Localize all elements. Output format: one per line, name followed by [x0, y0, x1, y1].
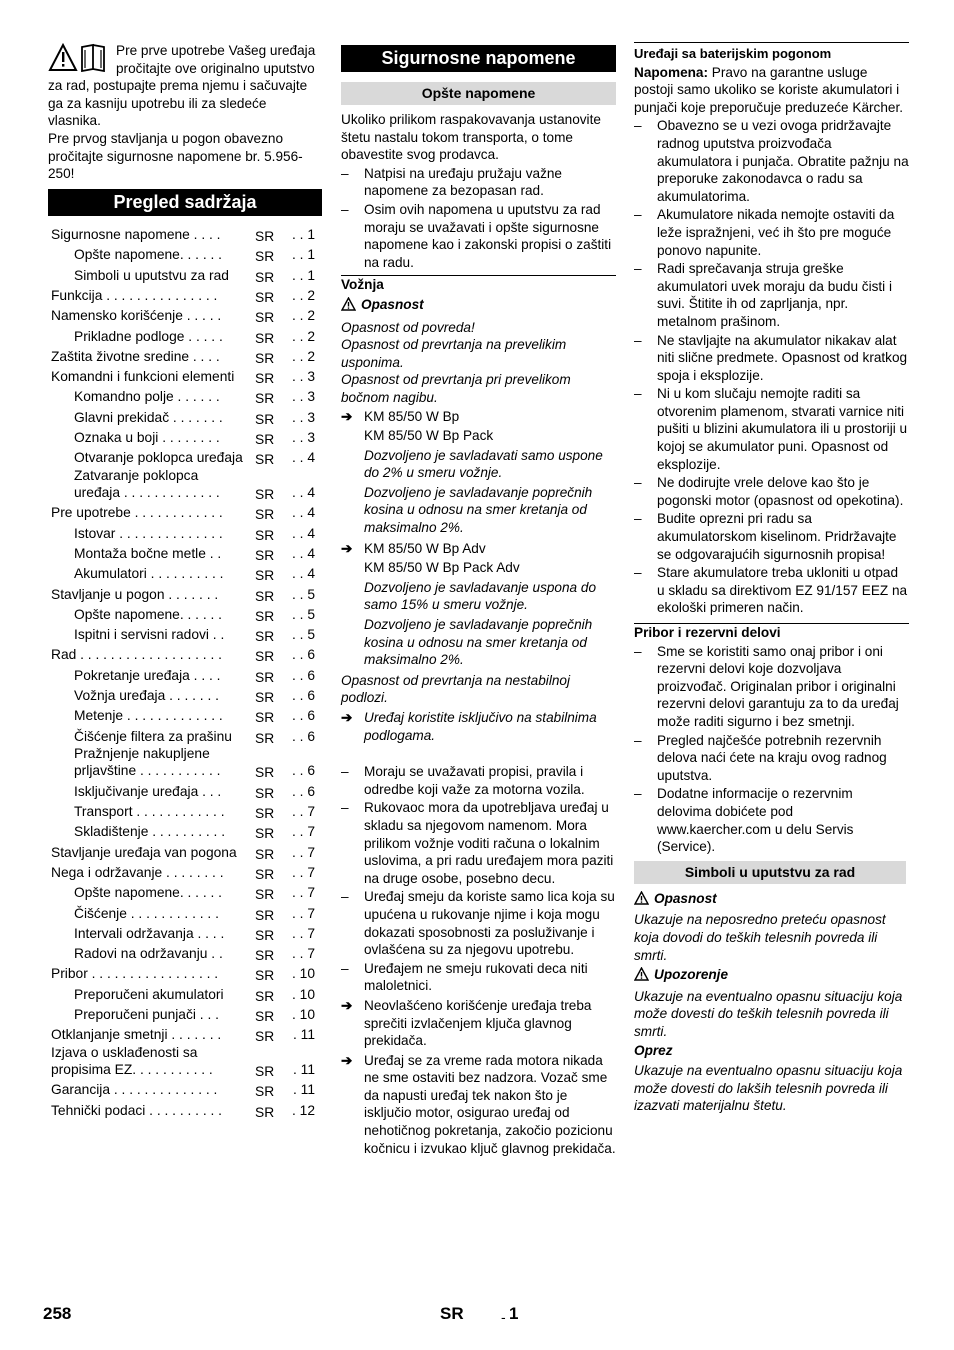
footer-separator: -: [501, 1309, 506, 1325]
toc-entry-lang: SR: [255, 527, 275, 543]
bp-models-block: [341, 408, 616, 537]
toc-row[interactable]: [48, 1101, 322, 1121]
toc-entry-lang: SR: [255, 846, 275, 862]
toc-entry-page: . . 7: [291, 885, 315, 901]
toc-entry-page: . . 4: [291, 505, 315, 521]
toc-row[interactable]: [48, 368, 322, 388]
section-title-safety: Sigurnosne napomene: [341, 45, 616, 72]
toc-entry-title: Pokretanje uređaja . . . .: [74, 667, 221, 683]
battery-list: [634, 117, 909, 617]
toc-entry-title: Opšte napomene. . . . . .: [74, 247, 223, 263]
toc-row[interactable]: [48, 823, 322, 843]
column-left: [48, 42, 322, 1122]
danger-line: Opasnost od prevrtanja na prevelikim usponima.: [341, 337, 567, 370]
unattended-text: Uređaj se za vreme rada motora nikada ne sme ostaviti bez nadzora. Vozač sme da napusti uređaj tek nakon što je isključio motor, osigurao uređaj od nehotičnog pokretanja, zakočio pozicionu kočnicu i izvukao ključ glavnog prekidača.: [364, 1052, 616, 1156]
key-removal-text: Neovlašćeno korišćenje uređaja treba sprečiti izvlačenjem ključa glavnog prekidača.: [364, 997, 592, 1049]
warning-triangle-icon: [634, 967, 649, 986]
toc-entry-page: . . 5: [291, 606, 315, 622]
toc-entry-lang: SR: [255, 866, 275, 882]
toc-entry-page: . . 6: [291, 688, 315, 704]
list-item: – Radi sprečavanja struja greške akumulatori uvek moraju da budu čisti i suvi. Štitite ih od zaprljanja, npr. metalnom prašinom.: [634, 260, 909, 330]
toc-entry-lang: SR: [255, 968, 275, 984]
toc-entry-page: . . 4: [291, 566, 315, 582]
toc-entry-page: . . 2: [291, 308, 315, 324]
toc-entry-lang: SR: [255, 765, 275, 781]
toc-entry-title-line2: prljavštine . . . . . . . . . . .: [74, 763, 221, 779]
toc-entry-page: . . 4: [291, 450, 315, 466]
adv-model-2: KM 85/50 W Bp Pack Adv: [364, 560, 520, 576]
toc-row[interactable]: [48, 646, 322, 666]
toc-row[interactable]: [48, 925, 322, 945]
toc-entry-page: . . 7: [291, 864, 315, 880]
adv-note-2: Dozvoljeno je savladavanje poprečnih kosina u odnosu na smer kretanja od maksimalno 2%.: [364, 617, 593, 668]
toc-entry-lang: SR: [255, 710, 275, 726]
toc-row[interactable]: [48, 246, 322, 266]
toc-row[interactable]: [48, 782, 322, 802]
toc-entry-title: Komandni i funkcioni elementi: [51, 369, 235, 385]
toc-entry-lang: SR: [255, 487, 275, 503]
toc-entry-lang: SR: [255, 1104, 275, 1120]
toc-entry-title: [51, 1044, 213, 1078]
toc-entry-title: Akumulatori . . . . . . . . . .: [74, 566, 224, 582]
toc-row[interactable]: [48, 904, 322, 924]
toc-entry-title: [74, 467, 220, 501]
toc-entry-title: Preporučeni punjači . . .: [74, 1007, 219, 1023]
toc-entry-lang: SR: [255, 411, 275, 427]
toc-entry-page: . 10: [291, 966, 315, 982]
toc-entry-title-line1: Zatvaranje poklopca: [74, 468, 199, 484]
toc-entry-page: . . 3: [291, 430, 315, 446]
driving-title: Vožnja: [341, 277, 384, 293]
danger-line: Opasnost od prevrtanja pri prevelikom bočnom nagibu.: [341, 372, 571, 405]
adv-note-1: Dozvoljeno je savladavanje uspona do samo 15% u smeru vožnje.: [364, 579, 597, 613]
unpacking-paragraph: Ukoliko prilikom raspakovavanja ustanovite štetu nastalu tokom transporta, o tome obavestite svog prodavca.: [341, 112, 601, 163]
toc-entry-lang: SR: [255, 289, 275, 305]
toc-entry-page: . 12: [291, 1102, 315, 1118]
toc-entry-title: Skladištenje . . . . . . . . . .: [74, 824, 226, 840]
toc-entry-lang: SR: [255, 330, 275, 346]
general-notes-list: [341, 165, 616, 272]
danger-lines: [341, 319, 616, 407]
toc-entry-page: . . 7: [291, 946, 315, 962]
toc-entry-page: . . 1: [291, 247, 315, 263]
toc-entry-lang: SR: [255, 350, 275, 366]
toc-entry-title: Čišćenje filtera za prašinu: [74, 728, 232, 744]
toc-entry-title: Vožnja uređaja . . . . . . .: [74, 688, 219, 704]
toc-row[interactable]: [48, 1081, 322, 1101]
unstable-ground-text: Opasnost od prevrtanja na nestabilnoj podlozi.: [341, 672, 570, 706]
toc-entry-lang: SR: [255, 608, 275, 624]
list-item: – Obavezno se u vezi ovoga pridržavajte radnog uputstva proizvođača akumulatora i punjača. Obratite pažnju na preporuke zakonodavca o radu sa akumulatorima.: [634, 117, 909, 205]
toc-entry-page: . . 3: [291, 409, 315, 425]
toc-entry-title: Montaža bočne metle . .: [74, 546, 222, 561]
toc-row[interactable]: [48, 864, 322, 884]
list-item: – Pregled najčešće potrebnih rezervnih delova naći ćete na kraju ovog radnog uputstva.: [634, 732, 909, 785]
arrow-icon: ➔: [341, 540, 353, 556]
toc-entry-page: . . 2: [291, 348, 315, 364]
toc-entry-lang: SR: [255, 249, 275, 265]
adv-models-block: [341, 540, 616, 669]
toc-entry-page: . . 7: [291, 925, 315, 941]
section-page-number: 1: [509, 1304, 519, 1323]
toc-row[interactable]: [48, 388, 322, 408]
toc-entry-title: Ispitni i servisni radovi . .: [74, 627, 225, 643]
toc-entry-page: . . 6: [291, 647, 315, 663]
toc-entry-lang: SR: [255, 391, 275, 407]
toc-entry-title: Opšte napomene. . . . . .: [74, 885, 223, 901]
toc-entry-lang: SR: [255, 310, 275, 326]
toc-entry-title: Prikladne podloge . . . . .: [74, 328, 223, 344]
toc-entry-lang: SR: [255, 1029, 275, 1045]
column-middle: [341, 42, 616, 1157]
toc-entry-page: . . 2: [291, 328, 315, 344]
toc-entry-title: Komandno polje . . . . . .: [74, 389, 220, 405]
toc-entry-title: Pribor . . . . . . . . . . . . . . . . .: [51, 966, 219, 982]
toc-entry-lang: SR: [255, 887, 275, 903]
toc-entry-lang: SR: [255, 452, 275, 468]
list-item: – Osim ovih napomena u uputstvu za rad moraju se uvažavati i opšte sigurnosne napomene kao i zakonski propisi o zaštiti na radu.: [341, 201, 616, 271]
toc-row[interactable]: [48, 687, 322, 707]
arrow-icon: ➔: [341, 1052, 353, 1068]
toc-entry-title: Otklanjanje smetnji . . . . . . .: [51, 1027, 222, 1043]
list-item: – Ne stavljajte na akumulator nikakav alat niti slične predmete. Opasnost od kratkog spoja i eksplozije.: [634, 332, 909, 385]
toc-entry-title: Intervali održavanja . . . .: [74, 925, 225, 941]
intro-block: [48, 42, 322, 183]
toc-entry-title: Isključivanje uređaja . . .: [74, 783, 222, 799]
parts-list: [634, 643, 909, 856]
toc-entry-page: . . 3: [291, 389, 315, 405]
toc-entry-title: Garancija . . . . . . . . . . . . . .: [51, 1082, 218, 1098]
toc-entry-lang: SR: [255, 588, 275, 604]
toc-row[interactable]: [48, 965, 322, 985]
toc-row[interactable]: [48, 469, 322, 504]
toc-entry-page: . . 6: [291, 728, 315, 744]
bp-note-2: Dozvoljeno je savladavanje poprečnih kosina u odnosu na smer kretanja od maksimalno 2%.: [364, 484, 593, 536]
toc-row[interactable]: [48, 545, 322, 565]
intro-text-2: Pre prvog stavljanja u pogon obavezno pročitajte sigurnosne napomene br. 5.956-250!: [48, 130, 303, 182]
toc-row[interactable]: [48, 945, 322, 965]
toc-entry-page: . . 7: [291, 905, 315, 921]
subsection-general-notes: Opšte napomene: [341, 82, 616, 105]
danger-label-text: Opasnost: [361, 296, 424, 312]
list-item: – Dodatne informacije o rezervnim delovima dobićete pod www.kaercher.com u delu Servis (Service).: [634, 785, 909, 855]
list-item: – Ne dodirujte vrele delove kao što je pogonski motor (opasnost od opekotina).: [634, 474, 909, 509]
toc-row[interactable]: [48, 408, 322, 428]
toc-entry-title: Transport . . . . . . . . . . . .: [74, 804, 225, 820]
toc-entry-lang: SR: [255, 649, 275, 665]
toc-row[interactable]: [48, 266, 322, 286]
toc-row[interactable]: [48, 1006, 322, 1026]
toc-row[interactable]: [48, 1046, 322, 1081]
toc-entry-lang: SR: [255, 548, 275, 563]
warning-triangle-icon: [341, 297, 356, 316]
arrow-icon: ➔: [341, 997, 353, 1013]
toc-entry-page: . . 6: [291, 667, 315, 683]
key-removal-block: [341, 997, 616, 1050]
danger-symbol-text: Opasnost: [654, 890, 717, 906]
intro-text-1: Pre prve upotrebe Vašeg uređaja pročitajte ove originalno uputstvo za rad, postupajte prema njemu i sačuvajte ga za kasniju upotrebu ili za sledeće vlasnika.: [48, 43, 316, 129]
battery-title: Uređaji sa baterijskim pogonom: [634, 42, 909, 63]
toc-entry-title-line1: Izjava o usklađenosti sa: [51, 1045, 198, 1061]
toc-entry-page: . 10: [291, 986, 315, 1002]
list-item: – Uređaj smeju da koriste samo lica koja su upućena u rukovanje njime i koja mogu dokazati sposobnosti za posluživanje i ovlašćena su za njegovu upotrebu.: [341, 888, 616, 958]
note-text: Pravo na garantne usluge postoji samo ukoliko se koriste akumulatori i punjači koje preporučuje preduzeće Kärcher.: [634, 64, 904, 115]
toc-entry-title: Istovar . . . . . . . . . . . . . .: [74, 525, 223, 541]
list-item: – Moraju se uvažavati propisi, pravila i odredbe koji važe za motorna vozila.: [341, 763, 616, 798]
toc-entry-page: . . 5: [291, 627, 315, 643]
toc-entry-lang: SR: [255, 507, 275, 523]
column-right: [634, 42, 909, 1115]
toc-entry-page: . . 6: [291, 783, 315, 799]
toc-row[interactable]: [48, 307, 322, 327]
operator-rules-list: [341, 763, 616, 995]
toc-entry-lang: SR: [255, 568, 275, 584]
toc-entry-page: . . 6: [291, 708, 315, 724]
toc-entry-page: . . 6: [291, 763, 315, 779]
toc-entry-title: Funkcija . . . . . . . . . . . . . . .: [51, 287, 218, 303]
toc-entry-title-line1: Pražnjenje nakupljene: [74, 746, 210, 762]
toc-entry-page: . 11: [293, 1027, 315, 1043]
toc-entry-title: Rad . . . . . . . . . . . . . . . . . . .: [51, 647, 222, 663]
language-code: SR: [440, 1304, 464, 1323]
warning-symbol-text: Upozorenje: [654, 967, 729, 983]
battery-note: [634, 64, 909, 117]
caution-description: Ukazuje na eventualno opasnu situaciju koja može dovesti do lakših telesnih povreda ili izazvati materijalnu štetu.: [634, 1063, 903, 1114]
list-item: – Akumulatore nikada nemojte ostaviti da leže ispražnjeni, već ih što pre moguće ponovo napunite.: [634, 206, 909, 259]
toc-row[interactable]: [48, 565, 322, 585]
toc-entry-title: Sigurnosne napomene . . . .: [51, 227, 221, 243]
list-item: – Budite oprezni pri radu sa akumulatorskom kiselinom. Pridržavajte se odgovarajućih sigurnosnih propisa!: [634, 510, 909, 563]
caution-label: Oprez: [634, 1043, 673, 1059]
table-of-contents: [48, 226, 322, 1122]
toc-entry-title: Zaštita životne sredine . . . .: [51, 348, 220, 364]
toc-entry-title: Metenje . . . . . . . . . . . . .: [74, 708, 223, 724]
toc-row[interactable]: [48, 287, 322, 307]
list-item: – Sme se koristiti samo onaj pribor i oni rezervni delovi koje dozvoljava proizvođač. Originalan pribor i originalni rezervni delovi garantuju za to da uređaj može raditi sigurno i bez smetnji.: [634, 643, 909, 731]
toc-entry-lang: SR: [255, 371, 275, 387]
bp-model-2: KM 85/50 W Bp Pack: [364, 428, 494, 444]
adv-model-1: KM 85/50 W Bp Adv: [364, 540, 486, 556]
note-label: Napomena:: [634, 64, 709, 80]
toc-entry-title: Preporučeni akumulatori: [74, 986, 224, 1002]
toc-entry-title: Glavni prekidač . . . . . . .: [74, 409, 223, 425]
toc-row[interactable]: [48, 707, 322, 727]
toc-entry-lang: SR: [255, 432, 275, 448]
stable-ground-text: Uređaj koristite isključivo na stabilnima podlogama.: [364, 710, 597, 743]
toc-entry-page: . 11: [293, 1082, 315, 1098]
symbols-title: Simboli u uputstvu za rad: [634, 861, 906, 884]
toc-entry-title: Tehnički podaci . . . . . . . . . .: [51, 1102, 222, 1118]
toc-row[interactable]: [48, 327, 322, 347]
toc-entry-lang: SR: [255, 806, 275, 822]
toc-entry-lang: SR: [255, 730, 275, 746]
toc-entry-lang: SR: [255, 269, 275, 285]
toc-row[interactable]: [48, 985, 322, 1005]
toc-entry-page: . 11: [293, 1062, 315, 1078]
toc-entry-title: Pre upotrebe . . . . . . . . . . . .: [51, 505, 223, 521]
toc-entry-lang: SR: [255, 1064, 275, 1080]
list-item: – Natpisi na uređaju pružaju važne napomene za bezopasan rad.: [341, 165, 616, 200]
toc-entry-page: . . 4: [291, 485, 315, 501]
toc-entry-page: . . 4: [291, 546, 315, 561]
toc-entry-lang: SR: [255, 669, 275, 685]
list-item: – Ni u kom slučaju nemojte raditi sa otvorenim plamenom, stvarati varnice niti pušiti u blizini akumulatora ili u prostoriji u kojoj se akumulator puni. Opasnost od eksplozije.: [634, 385, 909, 473]
toc-row[interactable]: [48, 884, 322, 904]
toc-row[interactable]: [48, 504, 322, 524]
bp-model-1: KM 85/50 W Bp: [364, 408, 460, 424]
toc-entry-title: Simboli u uputstvu za rad: [74, 267, 229, 283]
toc-entry-lang: SR: [255, 1009, 275, 1025]
toc-entry-page: . . 1: [291, 267, 315, 283]
unattended-block: [341, 1052, 616, 1158]
toc-entry-title: Stavljanje uređaja van pogona: [51, 844, 237, 860]
stable-ground-block: [341, 709, 616, 744]
list-item: – Rukovaoc mora da upotrebljava uređaj u skladu sa njegovom namenom. Mora prilikom vožnje voditi računa o lokalnim uslovima, a pri radu uređajem mora paziti na druge osobe, posebno decu.: [341, 799, 616, 887]
parts-title: Pribor i rezervni delovi: [634, 625, 781, 640]
toc-entry-lang: SR: [255, 988, 275, 1004]
toc-title: Pregled sadržaja: [48, 189, 322, 216]
warning-symbol-label: [634, 966, 909, 986]
toc-entry-lang: SR: [255, 927, 275, 943]
toc-row[interactable]: [48, 666, 322, 686]
warning-description: Ukazuje na eventualno opasnu situaciju koja može dovesti do teških telesnih povreda ili smrti.: [634, 988, 903, 1039]
toc-entry-title-line2: propisima EZ. . . . . . . . . . .: [51, 1062, 213, 1078]
danger-line: Opasnost od povreda!: [341, 319, 475, 335]
toc-row[interactable]: [48, 226, 322, 246]
toc-row[interactable]: [48, 524, 322, 544]
warning-triangle-icon: [634, 891, 649, 910]
toc-entry-title: Otvaranje poklopca uređaja: [74, 450, 243, 466]
toc-entry-lang: SR: [255, 690, 275, 706]
toc-entry-title: Nega i održavanje . . . . . . . .: [51, 864, 224, 880]
toc-row[interactable]: [48, 843, 322, 863]
page-number: 258: [43, 1304, 72, 1323]
toc-entry-lang: SR: [255, 629, 275, 645]
bp-note-1: Dozvoljeno je savladavati samo uspone do 2% u smeru vožnje.: [364, 447, 603, 481]
danger-description: Ukazuje na neposredno preteću opasnost koja dovodi do teških telesnih povreda ili smrti.: [634, 912, 886, 963]
toc-entry-lang: SR: [255, 826, 275, 842]
toc-entry-page: . 10: [291, 1007, 315, 1023]
toc-entry-title: Čišćenje . . . . . . . . . . . .: [74, 905, 219, 921]
list-item: – Stare akumulatore treba ukloniti u otpad u skladu sa direktivom EZ 91/157 EEZ na ekološki primeren način.: [634, 564, 909, 617]
toc-entry-page: . . 1: [291, 227, 315, 243]
toc-row[interactable]: [48, 803, 322, 823]
toc-row[interactable]: [48, 626, 322, 646]
toc-entry-lang: SR: [255, 948, 275, 964]
toc-entry-lang: SR: [255, 785, 275, 801]
toc-entry-page: . . 3: [291, 369, 315, 385]
toc-entry-lang: SR: [255, 229, 275, 245]
toc-entry-page: . . 7: [291, 804, 315, 820]
toc-entry-page: . . 5: [291, 586, 315, 602]
toc-entry-title: Radovi na održavanju . .: [74, 946, 223, 962]
toc-entry-page: . . 2: [291, 287, 315, 303]
toc-entry-title: Oznaka u boji . . . . . . . .: [74, 430, 220, 446]
danger-symbol-label: [634, 890, 909, 910]
toc-row[interactable]: [48, 748, 322, 783]
toc-entry-page: . . 7: [291, 844, 315, 860]
danger-label: [341, 296, 616, 316]
toc-row[interactable]: [48, 429, 322, 449]
toc-row[interactable]: [48, 585, 322, 605]
toc-entry-lang: SR: [255, 1084, 275, 1100]
toc-entry-title: [74, 745, 220, 779]
warning-manual-icon: [48, 42, 110, 72]
toc-entry-title: Namensko korišćenje . . . . .: [51, 308, 222, 324]
arrow-icon: ➔: [341, 710, 353, 725]
toc-entry-lang: SR: [255, 907, 275, 923]
toc-entry-page: . . 7: [291, 824, 315, 840]
toc-row[interactable]: [48, 606, 322, 626]
toc-entry-page: . . 4: [291, 525, 315, 541]
toc-entry-title: Opšte napomene. . . . . .: [74, 606, 223, 622]
toc-entry-title: Stavljanje u pogon . . . . . . .: [51, 586, 219, 602]
toc-entry-title-line2: uređaja . . . . . . . . . . . . .: [74, 485, 220, 501]
toc-row[interactable]: [48, 348, 322, 368]
list-item: – Uređajem ne smeju rukovati deca niti maloletnici.: [341, 960, 616, 995]
arrow-icon: ➔: [341, 408, 353, 424]
